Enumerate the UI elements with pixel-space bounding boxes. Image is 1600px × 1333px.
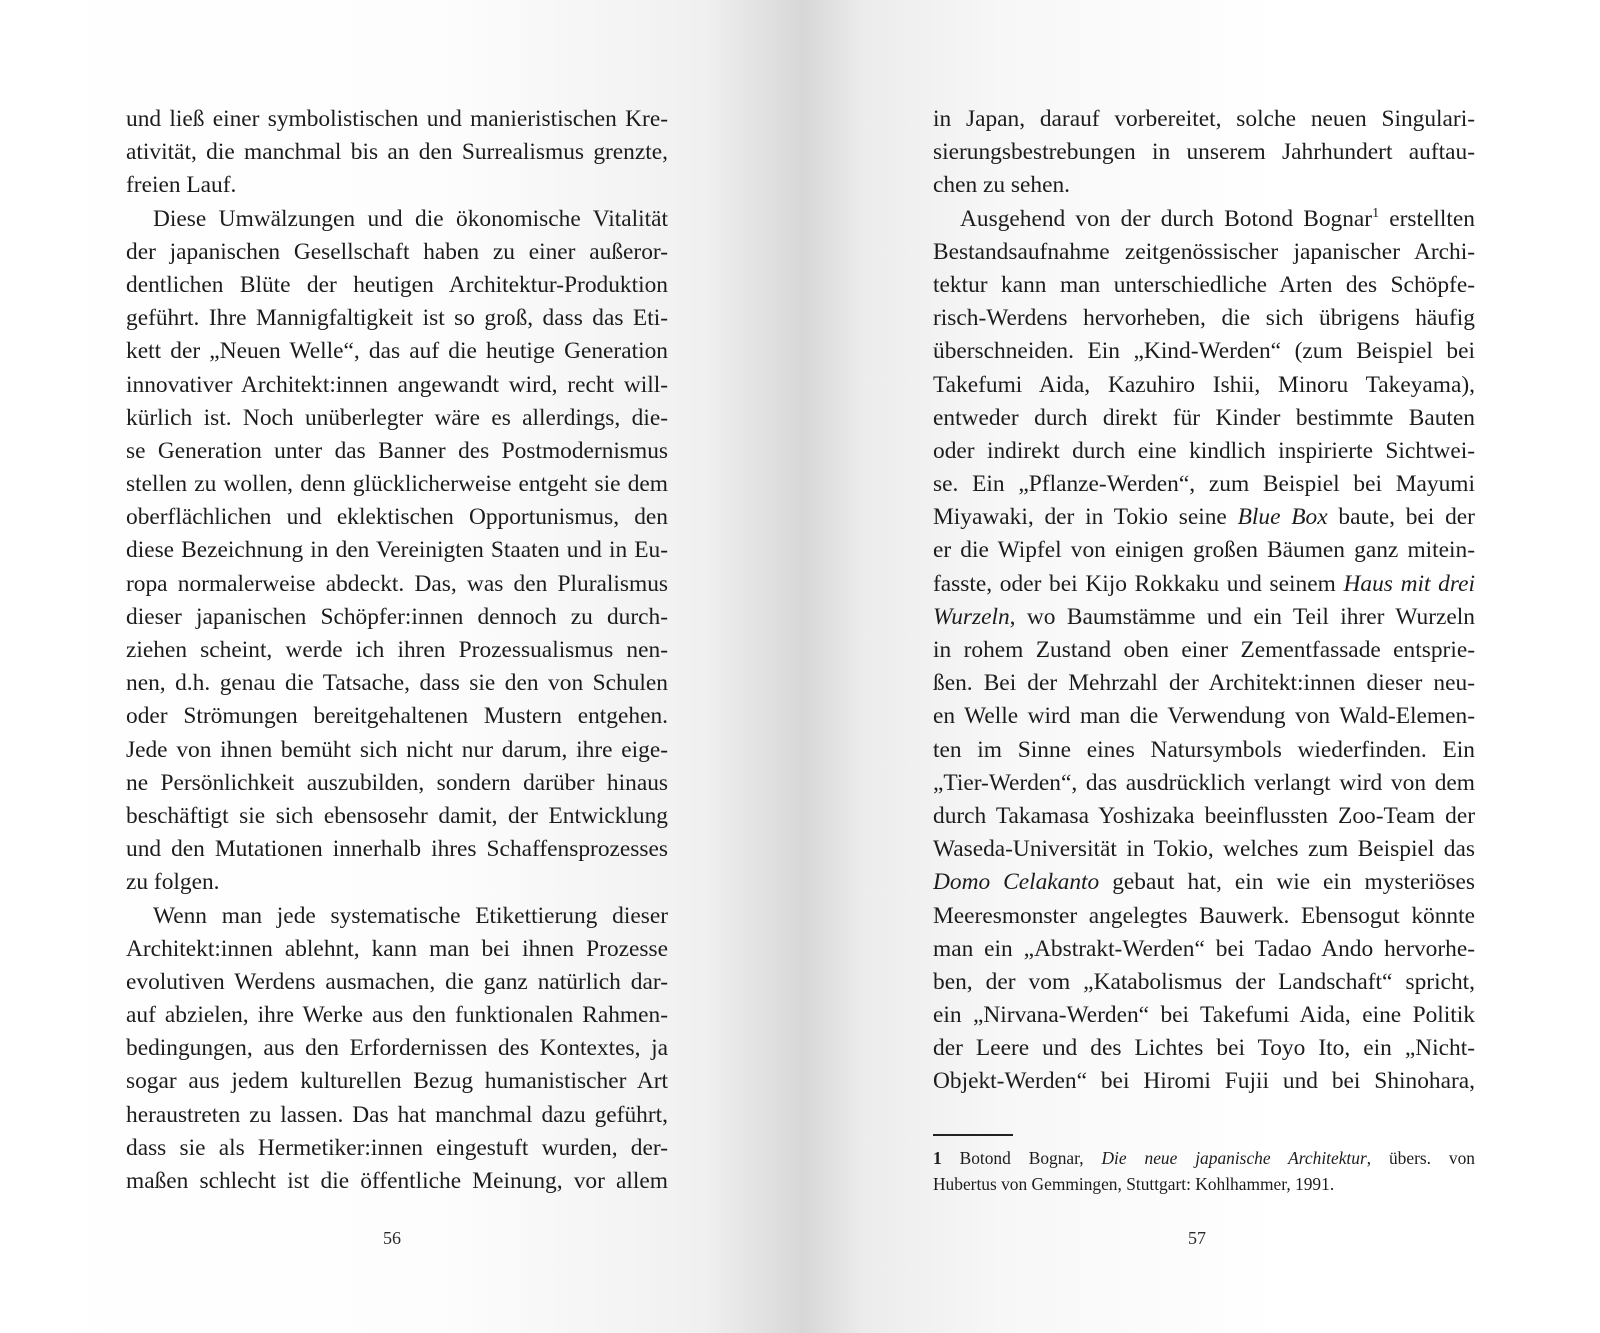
text-line: tektur kann man unterschiedliche Arten des Schöpfe- — [933, 271, 1475, 298]
text-line: sogar aus jedem kulturellen Bezug humanistischer Art — [126, 1068, 668, 1095]
text-line — [933, 501, 1475, 534]
italic-title: Haus mit drei — [1343, 570, 1475, 597]
text-line: und den Mutationen innerhalb ihres Schaffensprozesses — [126, 836, 668, 863]
left-page-body — [126, 103, 668, 1198]
text-line: ein „Nirvana-Werden“ bei Takefumi Aida, eine Politik — [933, 1002, 1475, 1029]
footnote-text: , übers. von — [1366, 1148, 1475, 1168]
text-line: Diese Umwälzungen und die ökonomische Vitalität — [153, 205, 668, 232]
footnote-number: 1 — [933, 1148, 942, 1168]
text-line: dass sie als Hermetiker:innen eingestuft wurden, der- — [126, 1134, 668, 1161]
text-line: ten im Sinne eines Natursymbols wiederfinden. Ein — [933, 736, 1475, 763]
text-segment: fasste, oder bei Kijo Rokkaku und seinem — [933, 570, 1336, 597]
text-line: ben, der vom „Katabolismus der Landschaft“ spricht, — [933, 968, 1475, 995]
text-line: chen zu sehen. — [933, 172, 1071, 199]
text-line: Wenn man jede systematische Etikettierung dieser — [153, 902, 668, 929]
text-line — [933, 568, 1475, 601]
text-line: nen, d.h. genau die Tatsache, dass sie den von Schulen — [126, 670, 668, 697]
text-line: Objekt-Werden“ bei Hiromi Fujii und bei Shinohara, — [933, 1068, 1475, 1095]
text-line: risch-Werdens hervorheben, die sich übrigens häufig — [933, 305, 1475, 332]
text-line: er die Wipfel von einigen großen Bäumen ganz mitein- — [933, 537, 1475, 564]
text-line: geführt. Ihre Mannigfaltigkeit ist so groß, dass das Eti- — [126, 305, 668, 332]
text-line: kürlich ist. Noch unüberlegter wäre es allerdings, die- — [126, 404, 668, 431]
text-line: der Leere und des Lichtes bei Toyo Ito, ein „Nicht- — [933, 1035, 1475, 1062]
text-line: ativität, die manchmal bis an den Surrealismus grenzte, — [126, 139, 668, 166]
text-line: in rohem Zustand oben einer Zementfassade entsprie- — [933, 637, 1475, 663]
text-line: der japanischen Gesellschaft haben zu einer außeror- — [126, 238, 668, 265]
right-page — [800, 0, 1600, 1333]
text-line: ropa normalerweise abdeckt. Das, was den Pluralismus — [126, 570, 668, 597]
text-line: Jede von ihnen bemüht sich nicht nur darum, ihre eige- — [126, 736, 668, 763]
text-line: zu folgen. — [126, 869, 220, 896]
footnote-title: Die neue japanische Architektur — [1101, 1148, 1367, 1168]
footnote-reference: 1 — [1372, 205, 1380, 221]
text-line: man ein „Abstrakt-Werden“ bei Tadao Ando hervorhe- — [933, 935, 1475, 962]
text-line: en Welle wird man die Verwendung von Wald-Elemen- — [933, 703, 1475, 730]
italic-title: Wurzeln — [933, 603, 1010, 630]
text-line: freien Lauf. — [126, 172, 237, 199]
text-line: diese Bezeichnung in den Vereinigten Staaten und in Eu- — [126, 537, 668, 564]
text-segment: erstellten — [1379, 205, 1475, 232]
text-line — [933, 866, 1475, 899]
text-line — [933, 203, 1475, 236]
page-number: 56 — [383, 1228, 401, 1248]
text-line: stellen zu wollen, denn glücklicherweise entgeht sie dem — [126, 471, 668, 498]
italic-title: Domo Celakanto — [933, 869, 1100, 896]
footnote-divider — [933, 1134, 1013, 1136]
text-line: ne Persönlichkeit auszubilden, sondern darüber hinaus — [126, 769, 668, 796]
text-line: oberflächlichen und eklektischen Opportunismus, den — [126, 504, 668, 531]
text-line: in Japan, darauf vorbereitet, solche neuen Singulari- — [933, 106, 1475, 132]
text-line: Waseda-Universität in Tokio, welches zum Beispiel das — [933, 836, 1475, 863]
footnote — [933, 1145, 1475, 1197]
text-line: sierungsbestrebungen in unserem Jahrhundert auftau- — [933, 139, 1475, 166]
footnote-author: Botond Bognar, — [941, 1148, 1102, 1168]
text-line: innovativer Architekt:innen angewandt wird, recht will- — [126, 371, 668, 398]
page-number: 57 — [1188, 1228, 1206, 1248]
text-line: Bestandsaufnahme zeitgenössischer japanischer Archi- — [933, 238, 1475, 265]
text-line: bedingungen, aus den Erfordernissen des Kontextes, ja — [126, 1035, 668, 1062]
text-line: se. Ein „Pflanze-Werden“, zum Beispiel bei Mayumi — [933, 471, 1475, 498]
text-line: überschneiden. Ein „Kind-Werden“ (zum Beispiel bei — [933, 338, 1475, 365]
footnote-line — [933, 1145, 1475, 1171]
text-line: beschäftigt sie sich ebensosehr damit, der Entwicklung — [126, 802, 668, 829]
text-segment: Miyawaki, der in Tokio seine — [933, 504, 1227, 531]
text-line: se Generation unter das Banner des Postmodernismus — [126, 437, 668, 464]
text-line: heraustreten zu lassen. Das hat manchmal dazu geführt, — [126, 1101, 668, 1128]
text-line: ßen. Bei der Mehrzahl der Architekt:innen dieser neu- — [933, 670, 1475, 697]
text-line: Architekt:innen ablehnt, kann man bei ihnen Prozesse — [126, 935, 668, 962]
text-line: und ließ einer symbolistischen und manieristischen Kre- — [126, 106, 668, 132]
right-page-body — [933, 103, 1475, 1099]
text-line: maßen schlecht ist die öffentliche Meinung, vor allem — [126, 1168, 668, 1194]
text-line: entweder durch direkt für Kinder bestimmte Bauten — [933, 404, 1475, 431]
italic-title: Blue Box — [1237, 504, 1328, 531]
footnote-line: Hubertus von Gemmingen, Stuttgart: Kohlhammer, 1991. — [933, 1174, 1335, 1194]
text-line: dentlichen Blüte der heutigen Architektur-Produktion — [126, 271, 668, 298]
text-line: „Tier-Werden“, das ausdrücklich verlangt wird von dem — [933, 769, 1475, 796]
text-line: Takefumi Aida, Kazuhiro Ishii, Minoru Takeyama), — [933, 371, 1475, 398]
text-segment: baute, bei der — [1327, 504, 1475, 531]
text-line: evolutiven Werdens ausmachen, die ganz natürlich dar- — [126, 968, 668, 995]
text-line: ziehen scheint, werde ich ihren Prozessualismus nen- — [126, 637, 668, 663]
text-segment: Ausgehend von der durch Botond Bognar — [960, 205, 1373, 232]
text-line: auf abzielen, ihre Werke aus den funktionalen Rahmen- — [126, 1002, 668, 1029]
text-segment: , wo Baumstämme und ein Teil ihrer Wurzeln — [1009, 603, 1475, 630]
text-line: kett der „Neuen Welle“, das auf die heutige Generation — [126, 338, 668, 365]
text-line: dieser japanischen Schöpfer:innen dennoch zu durch- — [126, 603, 668, 630]
text-line: Meeresmonster angelegtes Bauwerk. Ebensogut könnte — [933, 902, 1475, 929]
text-line: oder indirekt durch eine kindlich inspirierte Sichtwei- — [933, 437, 1475, 464]
text-line: durch Takamasa Yoshizaka beeinflussten Zoo-Team der — [933, 802, 1475, 829]
text-line — [933, 601, 1475, 634]
text-segment: gebaut hat, ein wie ein mysteriöses — [1099, 869, 1475, 896]
text-line: oder Strömungen bereitgehaltenen Mustern entgehen. — [126, 703, 668, 730]
